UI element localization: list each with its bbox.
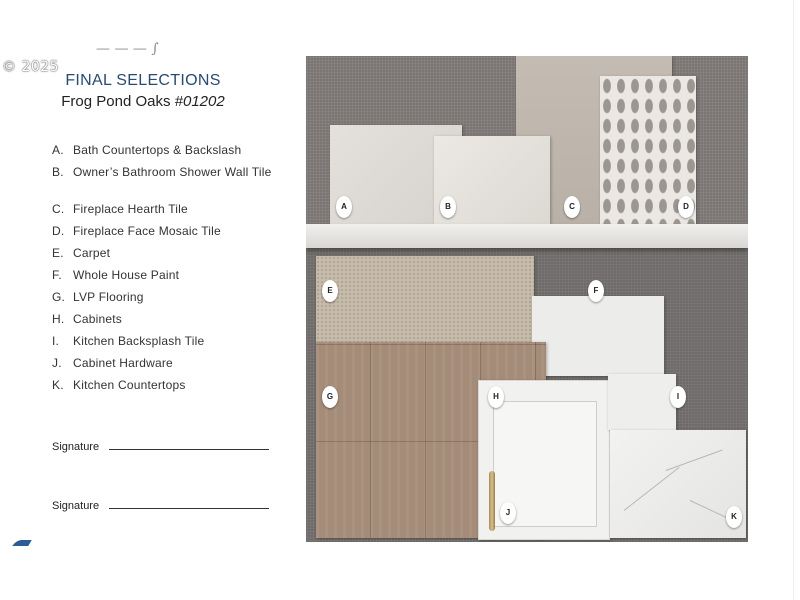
swatch-paint bbox=[532, 296, 664, 376]
signature-row-2 bbox=[52, 500, 269, 512]
list-item bbox=[52, 378, 292, 400]
signature-label: Signature bbox=[52, 441, 100, 453]
page-subtitle bbox=[0, 93, 286, 110]
label-pin-f: F bbox=[588, 280, 604, 302]
page-title: FINAL SELECTIONS bbox=[65, 72, 221, 89]
label-pin-g: G bbox=[322, 386, 338, 408]
list-item-letter: E. bbox=[52, 246, 64, 260]
selection-list bbox=[52, 143, 292, 400]
list-item bbox=[52, 290, 292, 312]
list-item bbox=[52, 356, 292, 378]
marble-vein bbox=[624, 467, 680, 511]
marble-vein bbox=[690, 500, 727, 518]
list-item-letter: D. bbox=[52, 224, 65, 238]
label-pin-h: H bbox=[488, 386, 504, 408]
list-item-letter: K. bbox=[52, 378, 64, 392]
list-item-text: LVP Flooring bbox=[73, 290, 144, 304]
list-item-text: Cabinet Hardware bbox=[73, 356, 173, 370]
list-item-letter: I. bbox=[52, 334, 60, 348]
selection-board-photo bbox=[306, 56, 748, 542]
cabinet-pull-handle bbox=[489, 471, 495, 531]
list-item bbox=[52, 334, 292, 356]
list-item bbox=[52, 312, 292, 334]
signature-row-1 bbox=[52, 441, 269, 453]
list-item-letter: G. bbox=[52, 290, 66, 304]
swatch-kitchen-backsplash bbox=[608, 374, 676, 430]
signature-label: Signature bbox=[52, 500, 100, 512]
page-edge-divider bbox=[793, 0, 794, 600]
list-item-letter: J. bbox=[52, 356, 62, 370]
list-item bbox=[52, 246, 292, 268]
list-item bbox=[52, 165, 292, 202]
label-pin-c: C bbox=[564, 196, 580, 218]
script-logo-fragment: — — — ∫ bbox=[96, 41, 159, 55]
copyright-watermark: © 2025 bbox=[2, 59, 60, 75]
signature-line[interactable] bbox=[109, 448, 269, 450]
list-item bbox=[52, 268, 292, 290]
label-pin-j: J bbox=[500, 502, 516, 524]
list-item-text: Whole House Paint bbox=[73, 268, 180, 282]
list-item-text: Bath Countertops & Backslash bbox=[73, 143, 242, 157]
label-pin-b: B bbox=[440, 196, 456, 218]
list-item-letter: A. bbox=[52, 143, 64, 157]
signature-line[interactable] bbox=[109, 507, 269, 509]
label-pin-e: E bbox=[322, 280, 338, 302]
list-item-letter: C. bbox=[52, 202, 65, 216]
list-item-text: Fireplace Face Mosaic Tile bbox=[73, 224, 221, 238]
list-item bbox=[52, 143, 292, 165]
list-item-text: Kitchen Countertops bbox=[73, 378, 186, 392]
brand-mark-icon bbox=[12, 540, 31, 546]
label-pin-a: A bbox=[336, 196, 352, 218]
list-item-text: Cabinets bbox=[73, 312, 122, 326]
swatch-kitchen-countertop bbox=[610, 430, 746, 538]
marble-vein bbox=[666, 450, 723, 471]
label-pin-d: D bbox=[678, 196, 694, 218]
list-item-text: Fireplace Hearth Tile bbox=[73, 202, 188, 216]
list-item-text: Owner’s Bathroom Shower Wall Tile bbox=[73, 165, 272, 179]
label-pin-i: I bbox=[670, 386, 686, 408]
swatch-carpet bbox=[316, 256, 534, 342]
list-item-letter: F. bbox=[52, 268, 62, 282]
display-shelf bbox=[306, 224, 748, 248]
label-pin-k: K bbox=[726, 506, 742, 528]
lot-number: #01202 bbox=[174, 93, 225, 110]
list-item-text: Carpet bbox=[73, 246, 111, 260]
list-item-letter: H. bbox=[52, 312, 65, 326]
list-item bbox=[52, 224, 292, 246]
list-item bbox=[52, 202, 292, 224]
list-item-text: Kitchen Backsplash Tile bbox=[73, 334, 205, 348]
list-item-letter: B. bbox=[52, 165, 64, 179]
community-name: Frog Pond Oaks bbox=[61, 93, 175, 110]
